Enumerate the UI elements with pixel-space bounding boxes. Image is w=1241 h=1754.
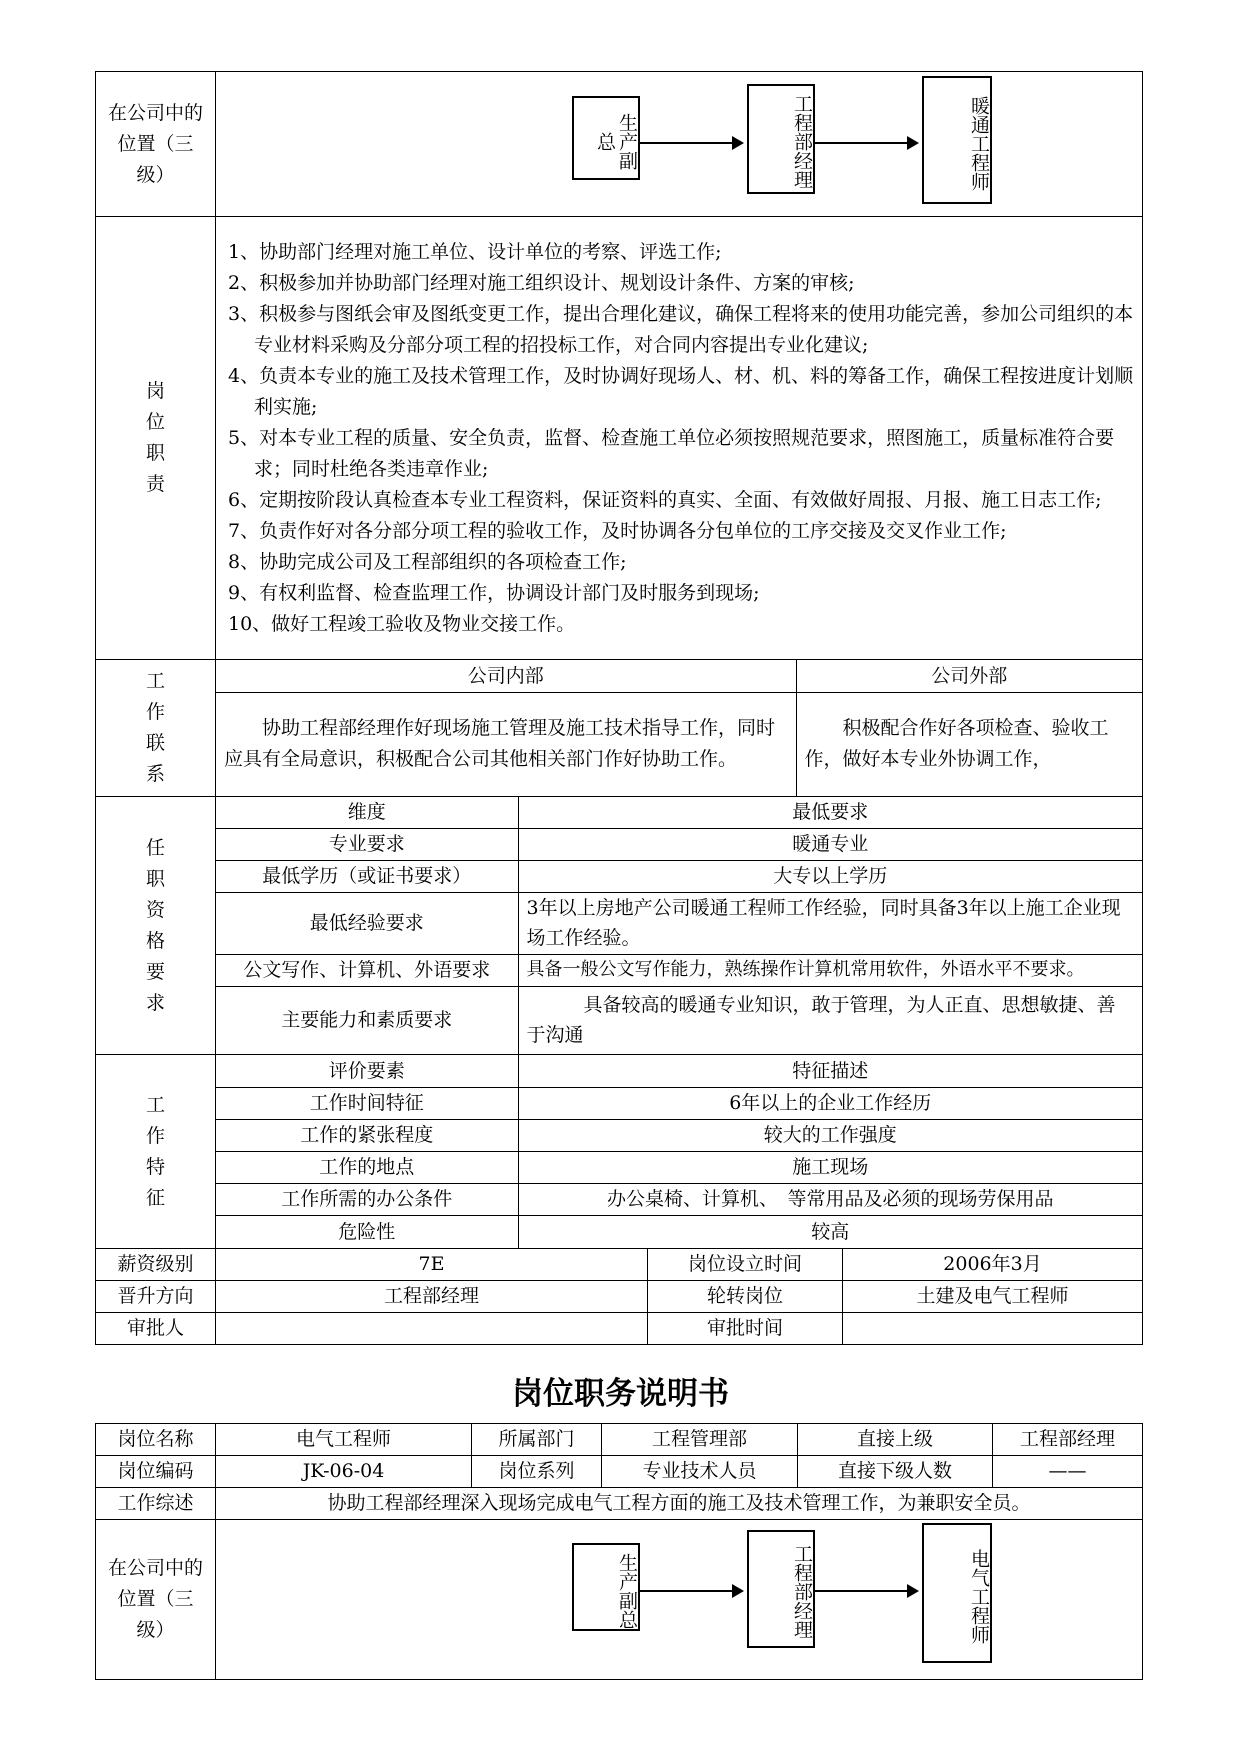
contacts-external-header: 公司外部 <box>796 660 1142 692</box>
summary-label: 工作综述 <box>96 1488 216 1520</box>
position-label-text: 在公司中的位置（三级） <box>107 101 203 186</box>
duty-item: 7、负责作好对各分部分项工程的验收工作，及时协调各分包单位的工序交接及交叉作业工作; <box>228 519 1007 542</box>
feat-factor: 工作所需的办公条件 <box>216 1183 518 1215</box>
superior-value: 工程部经理 <box>993 1424 1143 1456</box>
feat-factor: 危险性 <box>216 1215 518 1248</box>
qual-requirement: 大专以上学历 <box>518 860 1142 892</box>
qual-requirement: 具备一般公文写作能力，熟练操作计算机常用软件，外语水平不要求。 <box>518 954 1142 986</box>
org-node-vp: 生产副总 <box>572 1543 640 1631</box>
qual-header-requirement: 最低要求 <box>518 797 1142 828</box>
qualifications-label <box>96 797 216 1055</box>
qual-requirement: 3年以上房地产公司暖通工程师工作经验，同时具备3年以上施工企业现场工作经验。 <box>518 892 1142 954</box>
series-value: 专业技术人员 <box>602 1456 798 1488</box>
feat-header-factor: 评价要素 <box>216 1055 518 1087</box>
feat-factor: 工作的紧张程度 <box>216 1119 518 1151</box>
org-node-manager: 工程部经理 <box>747 84 815 194</box>
features-label <box>96 1055 216 1249</box>
org-node-manager: 工程部经理 <box>747 1530 815 1648</box>
dept-label: 所属部门 <box>472 1424 602 1456</box>
duty-item: 5、对本专业工程的质量、安全负责，监督、检查施工单位必须按照规范要求，照图施工，质量标准符合要求；同时杜绝各类违章作业; <box>228 426 1115 480</box>
qual-requirement: 暖通专业 <box>518 828 1142 860</box>
duty-item: 2、积极参加并协助部门经理对施工组织设计、规划设计条件、方案的审核; <box>228 271 855 294</box>
duty-item: 1、协助部门经理对施工单位、设计单位的考察、评选工作; <box>228 240 722 263</box>
feat-factor: 工作时间特征 <box>216 1087 518 1119</box>
feat-description: 施工现场 <box>518 1151 1142 1183</box>
salary-label: 薪资级别 <box>96 1249 216 1281</box>
org-node-engineer: 电气工程师 <box>922 1523 992 1663</box>
post-name-label: 岗位名称 <box>96 1424 216 1456</box>
contacts-label <box>96 660 216 797</box>
duty-item: 9、有权利监督、检查监理工作，协调设计部门及时服务到现场; <box>228 581 760 604</box>
duties-label-text: 岗位职责 <box>145 380 165 495</box>
duties-list <box>216 217 1143 660</box>
duty-item: 10、做好工程竣工验收及物业交接工作。 <box>228 612 576 635</box>
document-title: 岗位职务说明书 <box>512 1376 729 1412</box>
qual-dimension: 最低经验要求 <box>216 892 518 954</box>
arrow-icon <box>640 1590 742 1592</box>
contacts-internal-text: 协助工程部经理作好现场施工管理及施工技术指导工作，同时应具有全局意识，积极配合公司其他相关部门作好协助工作。 <box>216 692 796 796</box>
feat-header-description: 特征描述 <box>518 1055 1142 1087</box>
post-code-label: 岗位编码 <box>96 1456 216 1488</box>
approver-value <box>216 1313 648 1345</box>
features-label-text: 工作特征 <box>145 1093 165 1209</box>
qualifications-label-text: 任职资格要求 <box>145 836 165 1014</box>
qualifications-cell <box>216 797 1143 1055</box>
arrow-icon <box>815 142 917 144</box>
salary-value: 7E <box>216 1249 648 1281</box>
contacts-internal-header: 公司内部 <box>216 660 796 692</box>
qual-header-dimension: 维度 <box>216 797 518 828</box>
dept-value: 工程管理部 <box>602 1424 798 1456</box>
rotation-value: 土建及电气工程师 <box>843 1281 1143 1313</box>
qual-dimension: 专业要求 <box>216 828 518 860</box>
summary-value: 协助工程部经理深入现场完成电气工程方面的施工及技术管理工作，为兼职安全员。 <box>216 1488 1143 1520</box>
duty-item: 8、协助完成公司及工程部组织的各项检查工作; <box>228 550 627 573</box>
position-label-b-text: 在公司中的位置（三级） <box>107 1557 203 1641</box>
feat-description: 办公桌椅、计算机、 等常用品及必须的现场劳保用品 <box>518 1183 1142 1215</box>
rotation-label: 轮转岗位 <box>648 1281 843 1313</box>
approval-time-value <box>843 1313 1143 1345</box>
org-node-engineer: 暖通工程师 <box>922 76 992 204</box>
approver-label: 审批人 <box>96 1313 216 1345</box>
qual-requirement: 具备较高的暖通专业知识，敢于管理，为人正直、思想敏捷、善于沟通 <box>518 986 1142 1054</box>
job-description-table-hvac <box>95 71 1143 1345</box>
qual-dimension: 最低学历（或证书要求） <box>216 860 518 892</box>
duty-item: 6、定期按阶段认真检查本专业工程资料，保证资料的真实、全面、有效做好周报、月报、施工日志工作; <box>228 488 1102 511</box>
contacts-external-text: 积极配合作好各项检查、验收工作，做好本专业外协调工作， <box>796 692 1142 796</box>
job-description-table-electrical <box>95 1423 1143 1680</box>
feat-description: 较大的工作强度 <box>518 1119 1142 1151</box>
arrow-icon <box>815 1590 917 1592</box>
org-chart-cell <box>216 72 1143 217</box>
post-code-value: JK-06-04 <box>216 1456 472 1488</box>
features-cell <box>216 1055 1143 1249</box>
feat-factor: 工作的地点 <box>216 1151 518 1183</box>
duties-label <box>96 217 216 660</box>
contacts-label-text: 工作联系 <box>145 670 165 785</box>
org-chart-b <box>216 1520 1142 1679</box>
setup-time-label: 岗位设立时间 <box>648 1249 843 1281</box>
duty-item: 3、积极参与图纸会审及图纸变更工作，提出合理化建议，确保工程将来的使用功能完善，参加公司组织的本专业材料采购及分部分项工程的招投标工作，对合同内容提出专业化建议; <box>228 302 1134 356</box>
org-node-vp: 生产副总 <box>572 96 640 180</box>
subordinates-label: 直接下级人数 <box>798 1456 993 1488</box>
contacts-cell <box>216 660 1143 797</box>
subordinates-value: —— <box>993 1456 1143 1488</box>
promotion-value: 工程部经理 <box>216 1281 648 1313</box>
feat-description: 较高 <box>518 1215 1142 1248</box>
qual-dimension: 主要能力和素质要求 <box>216 986 518 1054</box>
superior-label: 直接上级 <box>798 1424 993 1456</box>
arrow-icon <box>640 142 742 144</box>
position-label <box>96 72 216 217</box>
position-label-b <box>96 1520 216 1680</box>
org-chart-cell-b <box>216 1520 1143 1680</box>
series-label: 岗位系列 <box>472 1456 602 1488</box>
qual-dimension: 公文写作、计算机、外语要求 <box>216 954 518 986</box>
approval-time-label: 审批时间 <box>648 1313 843 1345</box>
feat-description: 6年以上的企业工作经历 <box>518 1087 1142 1119</box>
org-chart <box>216 72 1142 216</box>
promotion-label: 晋升方向 <box>96 1281 216 1313</box>
post-name-value: 电气工程师 <box>216 1424 472 1456</box>
duty-item: 4、负责本专业的施工及技术管理工作，及时协调好现场人、材、机、料的筹备工作，确保工程按进度计划顺利实施; <box>228 364 1134 418</box>
setup-time-value: 2006年3月 <box>843 1249 1143 1281</box>
